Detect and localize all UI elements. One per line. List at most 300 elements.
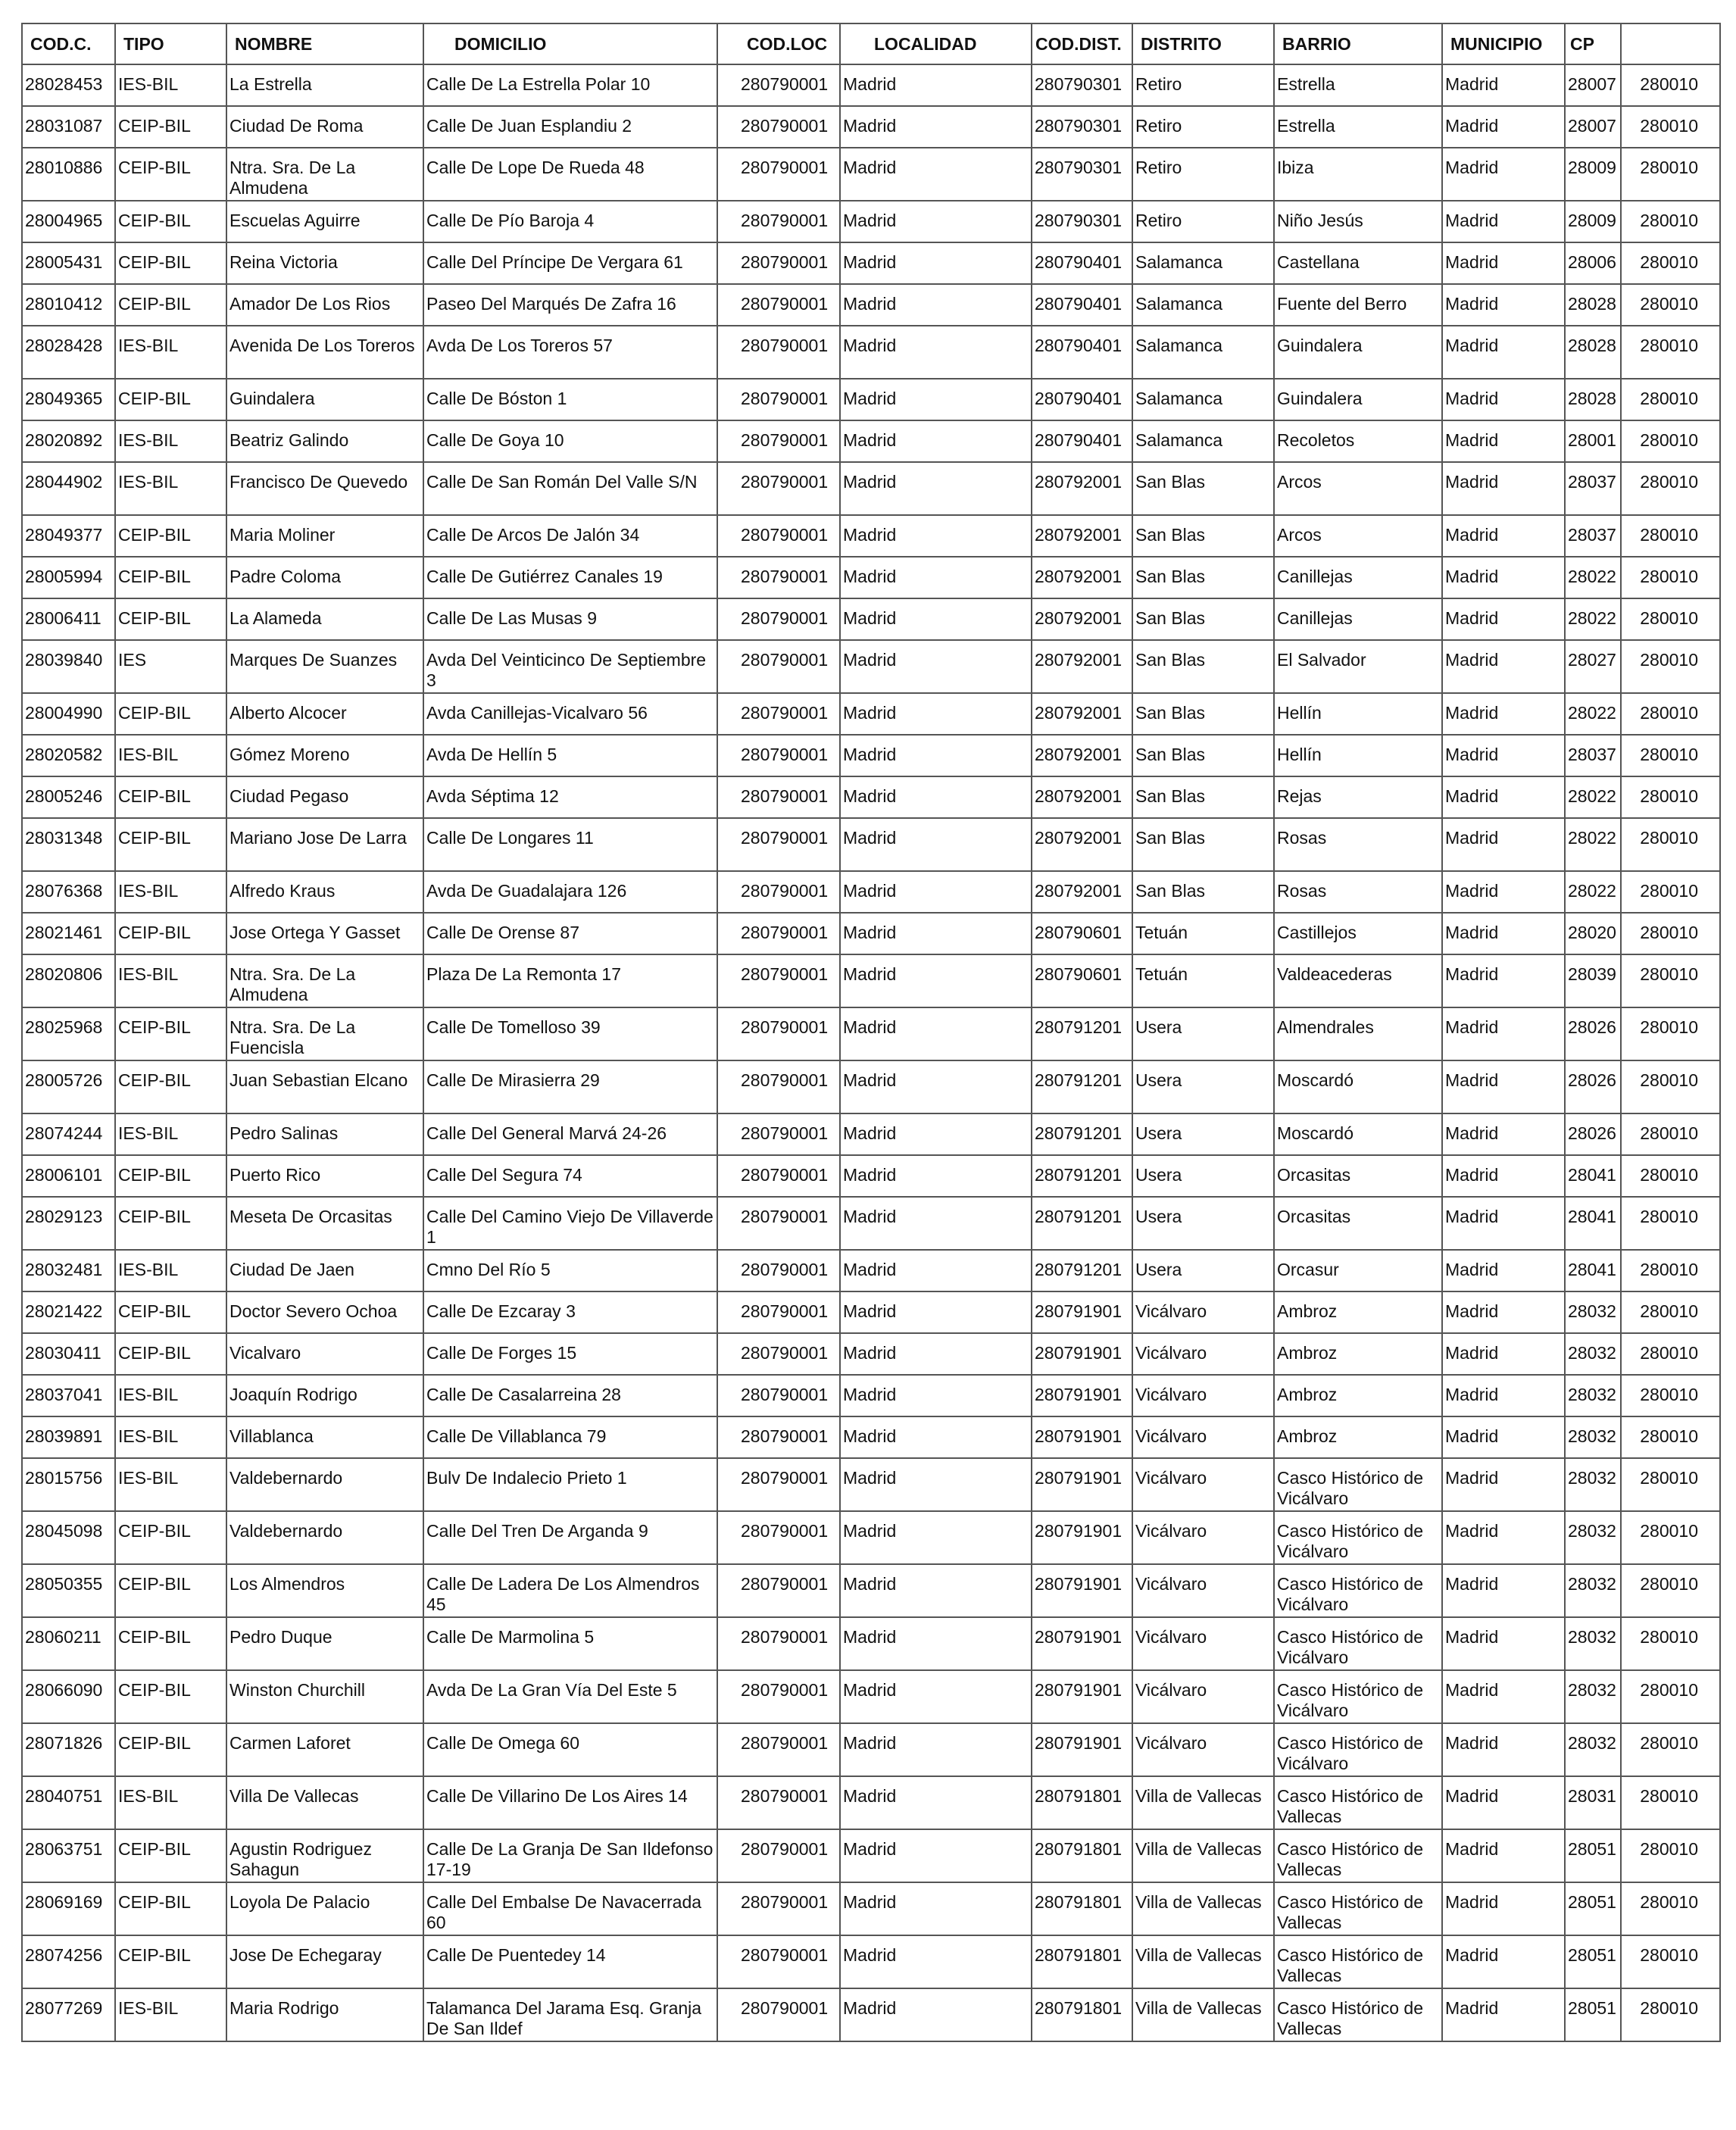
cell-cp2: 280010: [1621, 557, 1720, 598]
cell-cp: 28020: [1565, 913, 1621, 954]
cell-distrito: Retiro: [1132, 64, 1274, 106]
cell-tipo: CEIP-BIL: [115, 242, 226, 284]
cell-cod-c: 28015756: [22, 1458, 115, 1511]
cell-cp: 28051: [1565, 1988, 1621, 2041]
cell-barrio: Casco Histórico de Vallecas: [1274, 1776, 1442, 1829]
cell-nombre: Beatriz Galindo: [226, 420, 423, 462]
cell-barrio: Arcos: [1274, 515, 1442, 557]
cell-barrio: Rosas: [1274, 871, 1442, 913]
cell-cp2: 280010: [1621, 1564, 1720, 1617]
cell-municipio: Madrid: [1442, 1007, 1565, 1060]
table-row: [22, 64, 1720, 106]
cell-cod-c: 28049377: [22, 515, 115, 557]
cell-localidad: Madrid: [840, 954, 1032, 1007]
table-row: [22, 871, 1720, 913]
cell-domicilio: Calle De Forges 15: [423, 1333, 717, 1375]
cell-domicilio: Calle De San Román Del Valle S/N: [423, 462, 717, 515]
cell-tipo: CEIP-BIL: [115, 1829, 226, 1882]
cell-cod-dist: 280792001: [1032, 818, 1132, 871]
cell-municipio: Madrid: [1442, 1617, 1565, 1670]
cell-localidad: Madrid: [840, 1007, 1032, 1060]
cell-distrito: Vicálvaro: [1132, 1375, 1274, 1416]
cell-cod-c: 28006411: [22, 598, 115, 640]
table-body: [22, 64, 1720, 2041]
cell-tipo: CEIP-BIL: [115, 515, 226, 557]
cell-barrio: Ibiza: [1274, 148, 1442, 201]
cell-cod-dist: 280791201: [1032, 1113, 1132, 1155]
cell-cod-c: 28045098: [22, 1511, 115, 1564]
cell-tipo: IES-BIL: [115, 420, 226, 462]
cell-cod-loc: 280790001: [717, 1197, 840, 1250]
table-row: [22, 1113, 1720, 1155]
cell-cod-c: 28076368: [22, 871, 115, 913]
cell-cp2: 280010: [1621, 776, 1720, 818]
cell-localidad: Madrid: [840, 776, 1032, 818]
cell-domicilio: Calle De Bóston 1: [423, 379, 717, 420]
cell-cod-c: 28025968: [22, 1007, 115, 1060]
cell-tipo: CEIP-BIL: [115, 1155, 226, 1197]
cell-tipo: IES-BIL: [115, 1113, 226, 1155]
cell-cod-c: 28021422: [22, 1291, 115, 1333]
cell-cod-loc: 280790001: [717, 640, 840, 693]
cell-distrito: Tetuán: [1132, 954, 1274, 1007]
cell-cp2: 280010: [1621, 148, 1720, 201]
cell-nombre: Guindalera: [226, 379, 423, 420]
cell-tipo: CEIP-BIL: [115, 1333, 226, 1375]
cell-cod-c: 28039840: [22, 640, 115, 693]
cell-localidad: Madrid: [840, 693, 1032, 735]
cell-cp2: 280010: [1621, 1882, 1720, 1935]
cell-barrio: Fuente del Berro: [1274, 284, 1442, 326]
cell-municipio: Madrid: [1442, 462, 1565, 515]
cell-municipio: Madrid: [1442, 284, 1565, 326]
cell-localidad: Madrid: [840, 1458, 1032, 1511]
cell-cp: 28051: [1565, 1829, 1621, 1882]
cell-cod-dist: 280792001: [1032, 557, 1132, 598]
cell-nombre: Ciudad Pegaso: [226, 776, 423, 818]
document-page: [21, 23, 1719, 2042]
cell-nombre: Winston Churchill: [226, 1670, 423, 1723]
cell-domicilio: Talamanca Del Jarama Esq. Granja De San Ildef: [423, 1988, 717, 2041]
cell-cp: 28032: [1565, 1375, 1621, 1416]
cell-nombre: Maria Rodrigo: [226, 1988, 423, 2041]
cell-barrio: Recoletos: [1274, 420, 1442, 462]
cell-distrito: Villa de Vallecas: [1132, 1776, 1274, 1829]
cell-cp: 28022: [1565, 776, 1621, 818]
cell-nombre: Marques De Suanzes: [226, 640, 423, 693]
cell-cp2: 280010: [1621, 1670, 1720, 1723]
cell-distrito: Villa de Vallecas: [1132, 1935, 1274, 1988]
cell-tipo: IES-BIL: [115, 1375, 226, 1416]
cell-cp: 28039: [1565, 954, 1621, 1007]
cell-distrito: San Blas: [1132, 871, 1274, 913]
cell-nombre: Ntra. Sra. De La Fuencisla: [226, 1007, 423, 1060]
cell-distrito: Vicálvaro: [1132, 1291, 1274, 1333]
cell-domicilio: Calle De Casalarreina 28: [423, 1375, 717, 1416]
cell-cp2: 280010: [1621, 379, 1720, 420]
cell-cp2: 280010: [1621, 420, 1720, 462]
cell-cp2: 280010: [1621, 326, 1720, 379]
cell-domicilio: Calle De La Estrella Polar 10: [423, 64, 717, 106]
cell-barrio: Valdeacederas: [1274, 954, 1442, 1007]
cell-cod-dist: 280791901: [1032, 1458, 1132, 1511]
cell-cod-loc: 280790001: [717, 1007, 840, 1060]
cell-distrito: San Blas: [1132, 693, 1274, 735]
cell-municipio: Madrid: [1442, 1988, 1565, 2041]
cell-domicilio: Calle De Ladera De Los Almendros 45: [423, 1564, 717, 1617]
cell-municipio: Madrid: [1442, 1776, 1565, 1829]
cell-cod-c: 28031087: [22, 106, 115, 148]
cell-cod-loc: 280790001: [717, 818, 840, 871]
cell-distrito: Vicálvaro: [1132, 1333, 1274, 1375]
cell-barrio: Ambroz: [1274, 1416, 1442, 1458]
cell-cod-dist: 280791901: [1032, 1723, 1132, 1776]
cell-nombre: Ciudad De Jaen: [226, 1250, 423, 1291]
cell-cod-loc: 280790001: [717, 148, 840, 201]
table-row: [22, 201, 1720, 242]
cell-domicilio: Calle Del Embalse De Navacerrada 60: [423, 1882, 717, 1935]
cell-cp2: 280010: [1621, 1458, 1720, 1511]
cell-domicilio: Avda De La Gran Vía Del Este 5: [423, 1670, 717, 1723]
cell-localidad: Madrid: [840, 640, 1032, 693]
cell-localidad: Madrid: [840, 1250, 1032, 1291]
cell-nombre: Jose Ortega Y Gasset: [226, 913, 423, 954]
cell-distrito: San Blas: [1132, 818, 1274, 871]
cell-distrito: Vicálvaro: [1132, 1617, 1274, 1670]
cell-municipio: Madrid: [1442, 201, 1565, 242]
table-row: [22, 1511, 1720, 1564]
table-row: [22, 1416, 1720, 1458]
cell-cod-dist: 280792001: [1032, 776, 1132, 818]
cell-cod-c: 28020582: [22, 735, 115, 776]
cell-cp: 28041: [1565, 1250, 1621, 1291]
cell-domicilio: Calle De Tomelloso 39: [423, 1007, 717, 1060]
cell-cod-c: 28049365: [22, 379, 115, 420]
table-row: [22, 598, 1720, 640]
cell-municipio: Madrid: [1442, 1829, 1565, 1882]
cell-cp: 28007: [1565, 106, 1621, 148]
table-row: [22, 640, 1720, 693]
cell-nombre: Joaquín Rodrigo: [226, 1375, 423, 1416]
cell-cod-loc: 280790001: [717, 1670, 840, 1723]
cell-barrio: Ambroz: [1274, 1333, 1442, 1375]
cell-cod-dist: 280791901: [1032, 1564, 1132, 1617]
header-cod-loc: COD.LOC: [717, 23, 840, 64]
cell-cp2: 280010: [1621, 1723, 1720, 1776]
header-cp: CP: [1565, 23, 1621, 64]
cell-localidad: Madrid: [840, 598, 1032, 640]
cell-nombre: Puerto Rico: [226, 1155, 423, 1197]
header-domicilio: DOMICILIO: [423, 23, 717, 64]
cell-localidad: Madrid: [840, 242, 1032, 284]
cell-cod-loc: 280790001: [717, 201, 840, 242]
table-row: [22, 284, 1720, 326]
cell-barrio: Casco Histórico de Vicálvaro: [1274, 1511, 1442, 1564]
cell-domicilio: Cmno Del Río 5: [423, 1250, 717, 1291]
cell-domicilio: Avda De Los Toreros 57: [423, 326, 717, 379]
cell-cp: 28007: [1565, 64, 1621, 106]
cell-municipio: Madrid: [1442, 818, 1565, 871]
cell-cp: 28032: [1565, 1416, 1621, 1458]
cell-cod-dist: 280790301: [1032, 148, 1132, 201]
cell-cod-c: 28004965: [22, 201, 115, 242]
cell-cod-loc: 280790001: [717, 1564, 840, 1617]
cell-barrio: Canillejas: [1274, 598, 1442, 640]
cell-cp: 28022: [1565, 557, 1621, 598]
cell-nombre: Doctor Severo Ochoa: [226, 1291, 423, 1333]
cell-cp: 28022: [1565, 598, 1621, 640]
cell-nombre: Avenida De Los Toreros: [226, 326, 423, 379]
cell-municipio: Madrid: [1442, 420, 1565, 462]
cell-barrio: Casco Histórico de Vicálvaro: [1274, 1564, 1442, 1617]
cell-cp2: 280010: [1621, 515, 1720, 557]
cell-nombre: Gómez Moreno: [226, 735, 423, 776]
cell-tipo: CEIP-BIL: [115, 1060, 226, 1113]
cell-distrito: Villa de Vallecas: [1132, 1988, 1274, 2041]
cell-cod-dist: 280790601: [1032, 913, 1132, 954]
header-nombre: NOMBRE: [226, 23, 423, 64]
cell-nombre: Ntra. Sra. De La Almudena: [226, 954, 423, 1007]
cell-cod-dist: 280791801: [1032, 1829, 1132, 1882]
table-row: [22, 1617, 1720, 1670]
cell-cod-c: 28020892: [22, 420, 115, 462]
cell-tipo: CEIP-BIL: [115, 201, 226, 242]
header-localidad: LOCALIDAD: [840, 23, 1032, 64]
cell-cod-dist: 280790401: [1032, 379, 1132, 420]
cell-nombre: Escuelas Aguirre: [226, 201, 423, 242]
table-row: [22, 1776, 1720, 1829]
cell-cp2: 280010: [1621, 242, 1720, 284]
cell-nombre: Los Almendros: [226, 1564, 423, 1617]
cell-nombre: Loyola De Palacio: [226, 1882, 423, 1935]
cell-localidad: Madrid: [840, 1416, 1032, 1458]
cell-cod-loc: 280790001: [717, 693, 840, 735]
cell-localidad: Madrid: [840, 420, 1032, 462]
cell-cp: 28037: [1565, 462, 1621, 515]
cell-cod-dist: 280791801: [1032, 1988, 1132, 2041]
cell-cod-dist: 280790401: [1032, 284, 1132, 326]
cell-distrito: Vicálvaro: [1132, 1458, 1274, 1511]
cell-cp2: 280010: [1621, 1829, 1720, 1882]
cell-tipo: CEIP-BIL: [115, 106, 226, 148]
cell-cod-loc: 280790001: [717, 1060, 840, 1113]
cell-domicilio: Avda De Guadalajara 126: [423, 871, 717, 913]
cell-cod-c: 28069169: [22, 1882, 115, 1935]
cell-cod-dist: 280792001: [1032, 640, 1132, 693]
cell-municipio: Madrid: [1442, 242, 1565, 284]
cell-municipio: Madrid: [1442, 1291, 1565, 1333]
cell-distrito: Villa de Vallecas: [1132, 1829, 1274, 1882]
cell-municipio: Madrid: [1442, 640, 1565, 693]
cell-localidad: Madrid: [840, 1670, 1032, 1723]
cell-barrio: Hellín: [1274, 693, 1442, 735]
table-row: [22, 1060, 1720, 1113]
cell-distrito: Vicálvaro: [1132, 1723, 1274, 1776]
cell-domicilio: Calle Del General Marvá 24-26: [423, 1113, 717, 1155]
cell-tipo: IES-BIL: [115, 1416, 226, 1458]
cell-cp2: 280010: [1621, 1155, 1720, 1197]
cell-domicilio: Calle De Lope De Rueda 48: [423, 148, 717, 201]
table-row: [22, 515, 1720, 557]
cell-cp: 28032: [1565, 1458, 1621, 1511]
table-row: [22, 242, 1720, 284]
cell-cod-dist: 280790301: [1032, 64, 1132, 106]
cell-barrio: Casco Histórico de Vicálvaro: [1274, 1723, 1442, 1776]
table-row: [22, 1988, 1720, 2041]
cell-domicilio: Avda Séptima 12: [423, 776, 717, 818]
cell-cod-loc: 280790001: [717, 462, 840, 515]
cell-localidad: Madrid: [840, 913, 1032, 954]
cell-cp2: 280010: [1621, 462, 1720, 515]
cell-barrio: El Salvador: [1274, 640, 1442, 693]
cell-cp2: 280010: [1621, 913, 1720, 954]
table-row: [22, 420, 1720, 462]
cell-domicilio: Calle De La Granja De San Ildefonso 17-19: [423, 1829, 717, 1882]
cell-localidad: Madrid: [840, 284, 1032, 326]
cell-domicilio: Avda De Hellín 5: [423, 735, 717, 776]
cell-cp: 28051: [1565, 1882, 1621, 1935]
cell-distrito: Vicálvaro: [1132, 1564, 1274, 1617]
cell-municipio: Madrid: [1442, 1564, 1565, 1617]
cell-cp2: 280010: [1621, 598, 1720, 640]
cell-cp2: 280010: [1621, 1007, 1720, 1060]
cell-domicilio: Calle De Orense 87: [423, 913, 717, 954]
table-row: [22, 1375, 1720, 1416]
cell-distrito: San Blas: [1132, 640, 1274, 693]
cell-localidad: Madrid: [840, 735, 1032, 776]
cell-distrito: Salamanca: [1132, 242, 1274, 284]
cell-localidad: Madrid: [840, 148, 1032, 201]
cell-cod-dist: 280791801: [1032, 1882, 1132, 1935]
cell-cod-c: 28044902: [22, 462, 115, 515]
cell-cod-loc: 280790001: [717, 1155, 840, 1197]
table-row: [22, 1291, 1720, 1333]
cell-localidad: Madrid: [840, 1776, 1032, 1829]
cell-tipo: CEIP-BIL: [115, 776, 226, 818]
cell-cp: 28041: [1565, 1197, 1621, 1250]
cell-localidad: Madrid: [840, 1564, 1032, 1617]
cell-cod-dist: 280791901: [1032, 1416, 1132, 1458]
table-row: [22, 776, 1720, 818]
table-row: [22, 735, 1720, 776]
cell-tipo: CEIP-BIL: [115, 913, 226, 954]
cell-domicilio: Calle Del Tren De Arganda 9: [423, 1511, 717, 1564]
cell-localidad: Madrid: [840, 818, 1032, 871]
cell-cod-c: 28029123: [22, 1197, 115, 1250]
cell-distrito: San Blas: [1132, 598, 1274, 640]
cell-cod-loc: 280790001: [717, 326, 840, 379]
cell-nombre: Valdebernardo: [226, 1458, 423, 1511]
cell-municipio: Madrid: [1442, 776, 1565, 818]
cell-barrio: Castillejos: [1274, 913, 1442, 954]
cell-localidad: Madrid: [840, 1333, 1032, 1375]
cell-domicilio: Calle De Marmolina 5: [423, 1617, 717, 1670]
cell-cp: 28001: [1565, 420, 1621, 462]
cell-localidad: Madrid: [840, 1375, 1032, 1416]
cell-distrito: Retiro: [1132, 106, 1274, 148]
cell-cp2: 280010: [1621, 1416, 1720, 1458]
cell-cp2: 280010: [1621, 1113, 1720, 1155]
cell-cod-loc: 280790001: [717, 1935, 840, 1988]
cell-cod-c: 28005726: [22, 1060, 115, 1113]
cell-tipo: CEIP-BIL: [115, 1617, 226, 1670]
cell-cp: 28032: [1565, 1291, 1621, 1333]
cell-barrio: Ambroz: [1274, 1291, 1442, 1333]
cell-municipio: Madrid: [1442, 693, 1565, 735]
cell-cod-loc: 280790001: [717, 735, 840, 776]
cell-nombre: Padre Coloma: [226, 557, 423, 598]
cell-nombre: Mariano Jose De Larra: [226, 818, 423, 871]
cell-nombre: La Estrella: [226, 64, 423, 106]
cell-cod-dist: 280791201: [1032, 1007, 1132, 1060]
cell-cp2: 280010: [1621, 1511, 1720, 1564]
cell-cp2: 280010: [1621, 954, 1720, 1007]
cell-cod-dist: 280791801: [1032, 1776, 1132, 1829]
table-row: [22, 557, 1720, 598]
cell-cod-dist: 280792001: [1032, 598, 1132, 640]
cell-municipio: Madrid: [1442, 515, 1565, 557]
cell-localidad: Madrid: [840, 871, 1032, 913]
cell-cp2: 280010: [1621, 284, 1720, 326]
table-row: [22, 1882, 1720, 1935]
cell-localidad: Madrid: [840, 1155, 1032, 1197]
header-barrio: BARRIO: [1274, 23, 1442, 64]
cell-cp: 28028: [1565, 284, 1621, 326]
cell-cod-c: 28077269: [22, 1988, 115, 2041]
cell-cp: 28026: [1565, 1007, 1621, 1060]
cell-cod-c: 28030411: [22, 1333, 115, 1375]
cell-domicilio: Calle De Mirasierra 29: [423, 1060, 717, 1113]
cell-localidad: Madrid: [840, 1197, 1032, 1250]
cell-distrito: Usera: [1132, 1155, 1274, 1197]
cell-municipio: Madrid: [1442, 557, 1565, 598]
cell-domicilio: Calle Del Segura 74: [423, 1155, 717, 1197]
cell-nombre: La Alameda: [226, 598, 423, 640]
table-row: [22, 1333, 1720, 1375]
cell-domicilio: Calle De Ezcaray 3: [423, 1291, 717, 1333]
cell-cod-loc: 280790001: [717, 1988, 840, 2041]
table-row: [22, 1829, 1720, 1882]
table-row: [22, 1007, 1720, 1060]
cell-cod-c: 28028453: [22, 64, 115, 106]
cell-cp2: 280010: [1621, 1935, 1720, 1988]
cell-cod-loc: 280790001: [717, 1416, 840, 1458]
cell-barrio: Casco Histórico de Vallecas: [1274, 1935, 1442, 1988]
cell-cod-dist: 280790401: [1032, 242, 1132, 284]
cell-cod-loc: 280790001: [717, 284, 840, 326]
cell-municipio: Madrid: [1442, 1375, 1565, 1416]
cell-municipio: Madrid: [1442, 871, 1565, 913]
cell-distrito: Usera: [1132, 1060, 1274, 1113]
cell-cod-loc: 280790001: [717, 871, 840, 913]
cell-distrito: San Blas: [1132, 515, 1274, 557]
table-row: [22, 954, 1720, 1007]
cell-cp: 28032: [1565, 1617, 1621, 1670]
cell-cp: 28022: [1565, 818, 1621, 871]
cell-localidad: Madrid: [840, 1291, 1032, 1333]
cell-barrio: Casco Histórico de Vicálvaro: [1274, 1458, 1442, 1511]
cell-cp2: 280010: [1621, 1617, 1720, 1670]
cell-municipio: Madrid: [1442, 1670, 1565, 1723]
cell-cod-loc: 280790001: [717, 557, 840, 598]
cell-municipio: Madrid: [1442, 598, 1565, 640]
cell-cp: 28028: [1565, 326, 1621, 379]
cell-cp: 28026: [1565, 1113, 1621, 1155]
cell-cod-loc: 280790001: [717, 379, 840, 420]
cell-distrito: Salamanca: [1132, 379, 1274, 420]
cell-tipo: CEIP-BIL: [115, 1935, 226, 1988]
cell-tipo: IES-BIL: [115, 326, 226, 379]
